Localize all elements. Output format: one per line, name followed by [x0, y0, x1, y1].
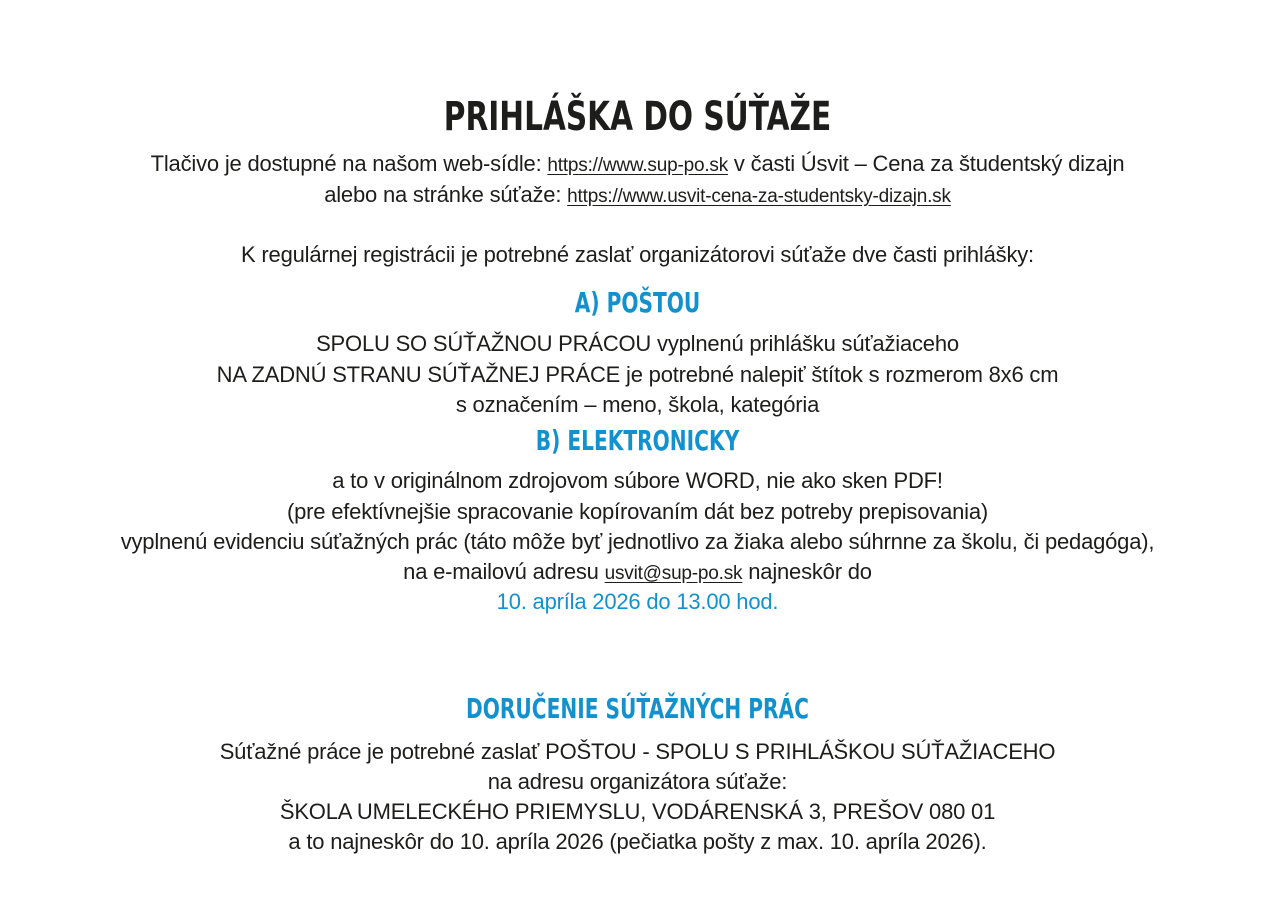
section-b-heading: B) ELEKTRONICKY [535, 424, 740, 457]
intro-line-2 [0, 180, 1275, 212]
delivery-line: a to najneskôr do 10. apríla 2026 (pečiatka pošty z max. 10. apríla 2026). [288, 829, 987, 854]
section-a-line: NA ZADNÚ STRANU SÚŤAŽNEJ PRÁCE je potrebné nalepiť štítok s rozmerom 8x6 cm [216, 362, 1059, 387]
intro-text-2: alebo na stránke súťaže: [324, 182, 568, 207]
email-link[interactable]: usvit@sup-po.sk [604, 563, 743, 584]
intro-line-1 [0, 149, 1275, 181]
email-text-after: najneskôr do [742, 559, 872, 584]
delivery-heading: DORUČENIE SÚŤAŽNÝCH PRÁC [466, 692, 809, 725]
delivery-address: ŠKOLA UMELECKÉHO PRIEMYSLU, VODÁRENSKÁ 3, PREŠOV 080 01 [279, 799, 996, 824]
competition-website-link[interactable]: https://www.usvit-cena-za-studentsky-dizajn.sk [567, 186, 951, 207]
section-a-heading: A) POŠTOU [574, 286, 701, 319]
intro-text: Tlačivo je dostupné na našom web-sídle: [150, 151, 548, 176]
email-text: na e-mailovú adresu [403, 559, 605, 584]
delivery-line: na adresu organizátora súťaže: [487, 769, 788, 794]
registration-note: K regulárnej registrácii je potrebné zaslať organizátorovi súťaže dve časti prihlášky: [241, 242, 1034, 267]
deadline-text: 10. apríla 2026 do 13.00 hod. [496, 589, 779, 614]
delivery-line: Súťažné práce je potrebné zaslať POŠTOU - SPOLU S PRIHLÁŠKOU SÚŤAŽIACEHO [219, 739, 1056, 764]
section-a-line: s označením – meno, škola, kategória [455, 392, 820, 417]
section-a-line: SPOLU SO SÚŤAŽNOU PRÁCOU vyplnenú prihlášku súťažiaceho [316, 331, 959, 356]
page-title: PRIHLÁŠKA DO SÚŤAŽE [443, 94, 832, 140]
section-b-line: a to v originálnom zdrojovom súbore WORD, nie ako sken PDF! [332, 468, 943, 493]
intro-text-after: v časti Úsvit – Cena za študentský dizajn [728, 151, 1125, 176]
website-link[interactable]: https://www.sup-po.sk [547, 155, 729, 176]
section-b-line: (pre efektívnejšie spracovanie kopírovaním dát bez potreby prepisovania) [287, 499, 988, 524]
section-b-line: vyplnenú evidenciu súťažných prác (táto môže byť jednotlivo za žiaka alebo súhrnne za školu, či pedagóga), [120, 529, 1155, 554]
email-line [0, 557, 1275, 589]
